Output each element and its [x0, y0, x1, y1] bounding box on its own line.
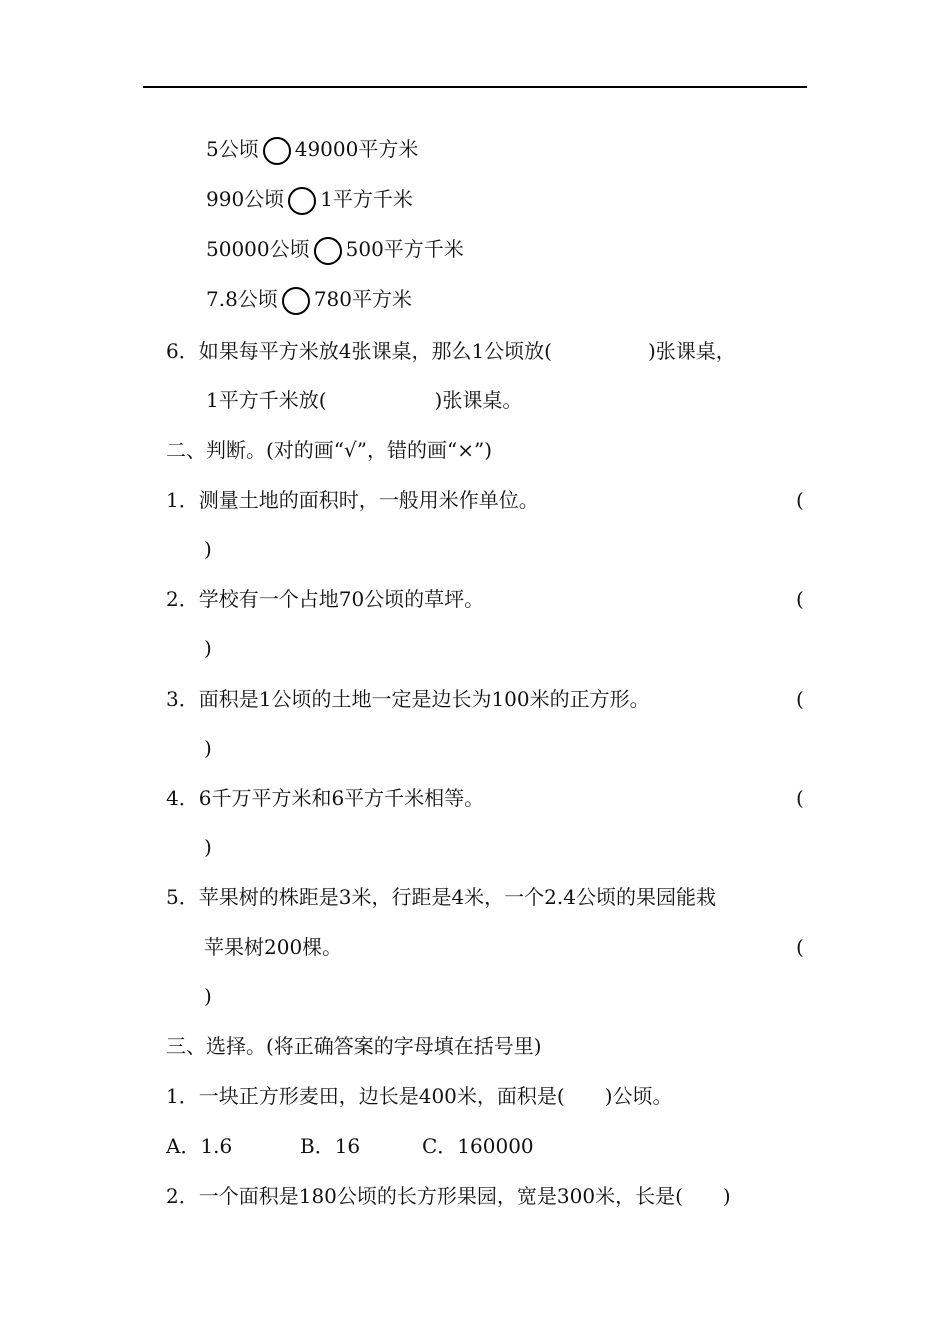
section2-title: 二、判断。(对的画“√”，错的画“×”) [166, 438, 493, 462]
compare-left: 7.8公顷 [206, 287, 278, 311]
judge-open-paren[interactable]: ( [796, 587, 804, 611]
judge-open-paren[interactable]: ( [796, 786, 804, 810]
q6-text-c: 1平方千米放( [206, 388, 327, 412]
q6-text-b: )张课桌， [647, 339, 736, 363]
choice-q1: 1．一块正方形麦田，边长是400米，面积是( )公顷。 [166, 1084, 673, 1108]
judge-item-5-line2: 苹果树200棵。 [204, 935, 343, 959]
q6-text-a: 6．如果每平方米放4张课桌，那么1公顷放( [166, 339, 552, 363]
judge-open-paren[interactable]: ( [796, 935, 804, 959]
compare-row-1 [206, 136, 418, 165]
q6-line2 [206, 387, 522, 413]
judge-item-1: 1．测量土地的面积时，一般用米作单位。 [166, 488, 539, 512]
judge-close-paren: ) [204, 537, 212, 561]
compare-row-2 [206, 186, 413, 215]
compare-left: 50000公顷 [206, 237, 310, 261]
compare-circle[interactable] [282, 287, 310, 315]
judge-open-paren[interactable]: ( [796, 488, 804, 512]
compare-right: 780平方米 [313, 287, 412, 311]
compare-circle[interactable] [314, 237, 342, 265]
option-c[interactable]: C．160000 [422, 1134, 534, 1158]
option-a[interactable]: A．1.6 [166, 1134, 233, 1158]
judge-item-3: 3．面积是1公顷的土地一定是边长为100米的正方形。 [166, 687, 650, 711]
compare-right: 1平方千米 [320, 187, 413, 211]
judge-close-paren: ) [204, 835, 212, 859]
section3-title: 三、选择。(将正确答案的字母填在括号里) [166, 1034, 542, 1058]
judge-item-2: 2．学校有一个占地70公顷的草坪。 [166, 587, 485, 611]
compare-left: 5公顷 [206, 137, 259, 161]
choice-q1-options [166, 1133, 534, 1159]
header-rule [143, 86, 807, 88]
judge-close-paren: ) [204, 984, 212, 1008]
compare-row-4 [206, 286, 412, 315]
compare-right: 49000平方米 [294, 137, 419, 161]
q6-line1 [166, 338, 736, 364]
compare-right: 500平方千米 [345, 237, 464, 261]
compare-circle[interactable] [288, 187, 316, 215]
judge-item-5-line1: 5．苹果树的株距是3米，行距是4米，一个2.4公顷的果园能栽 [166, 885, 716, 909]
judge-item-4: 4．6千万平方米和6平方千米相等。 [166, 786, 485, 810]
compare-left: 990公顷 [206, 187, 285, 211]
compare-circle[interactable] [263, 137, 291, 165]
compare-row-3 [206, 236, 464, 265]
judge-close-paren: ) [204, 736, 212, 760]
judge-open-paren[interactable]: ( [796, 687, 804, 711]
q6-text-d: )张课桌。 [434, 388, 523, 412]
option-b[interactable]: B．16 [300, 1134, 361, 1158]
choice-q2: 2．一个面积是180公顷的长方形果园，宽是300米，长是( ) [166, 1184, 731, 1208]
judge-close-paren: ) [204, 636, 212, 660]
